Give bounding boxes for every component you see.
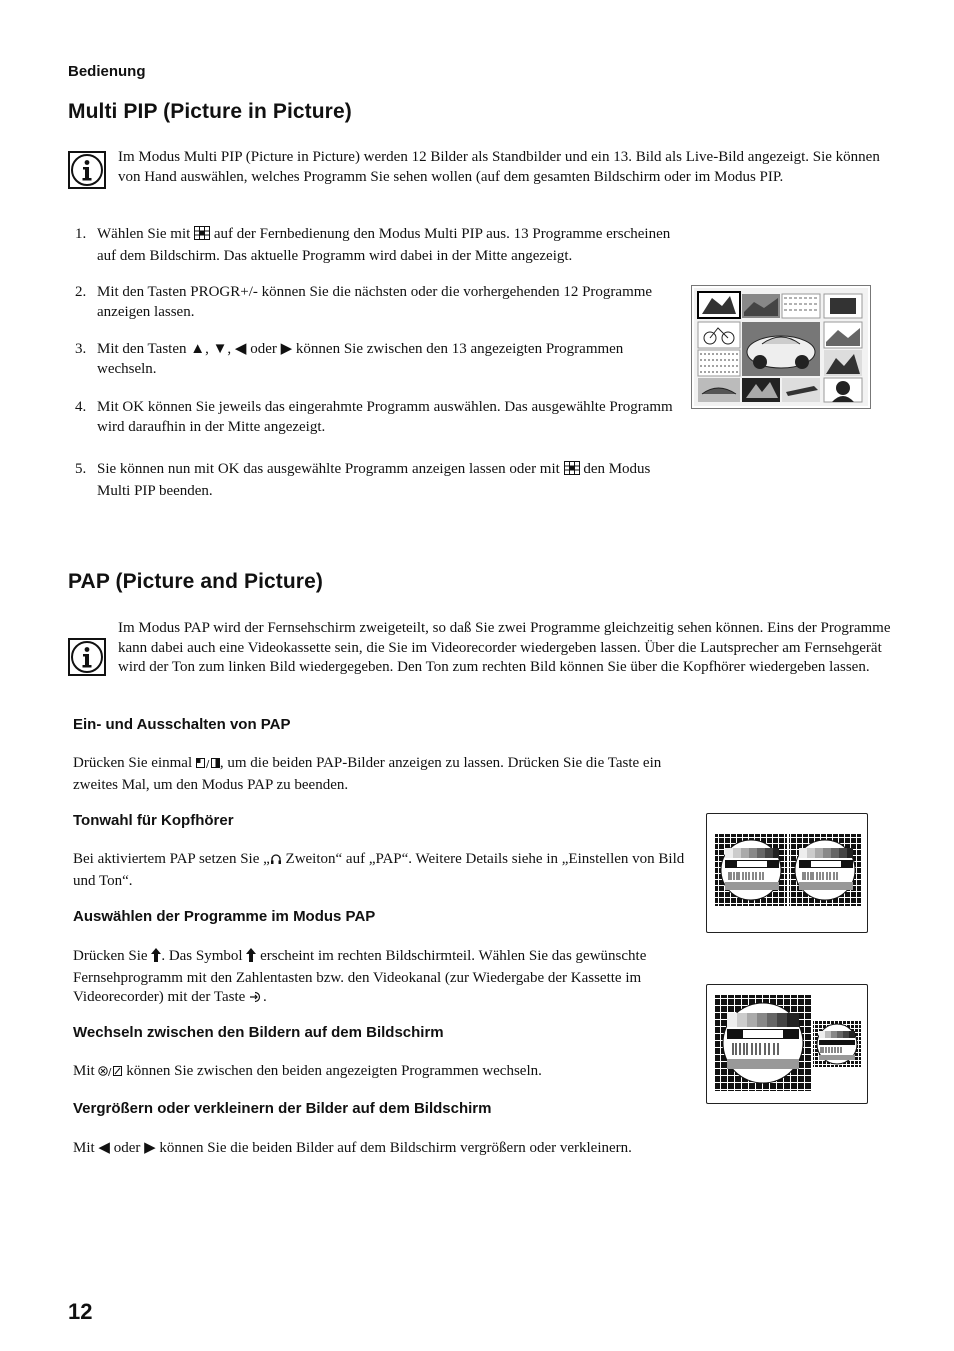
step-2: 2. Mit den Tasten PROGR+/- können Sie die nächsten oder die vorhergehenden 12 Programme anzeigen lassen. xyxy=(75,284,653,320)
step-3: 3. Mit den Tasten ▲, ▼, ◀ oder ▶ können Sie zwischen den 13 angezeigten Programmen wechseln. xyxy=(75,341,624,377)
step-4: 4. Mit OK können Sie jeweils das eingerahmte Programm auswählen. Das ausgewählte Programm wird daraufhin in der Mitte angezeigt. xyxy=(75,399,673,435)
multi-pip-title: Multi PIP (Picture in Picture) xyxy=(68,100,352,123)
info-icon xyxy=(68,638,106,676)
swap-pictures-icon xyxy=(98,1064,122,1084)
section-text-switch: Mit / können Sie zwischen den beiden angezeigten Programmen wechseln. xyxy=(73,1062,688,1084)
svg-text:/: / xyxy=(108,1067,112,1077)
section-text-resize: Mit ◀ oder ▶ können Sie die beiden Bilder auf dem Bildschirm vergrößern oder verkleinern. xyxy=(73,1140,632,1156)
multi-pip-button-icon xyxy=(194,226,210,247)
section-text-headphones: Bei aktiviertem PAP setzen Sie „ Zweiton“ auf „PAP“. Weitere Details siehe in „Einstellen von Bild und Ton“. xyxy=(73,851,685,889)
section-heading-onoff: Ein- und Ausschalten von PAP xyxy=(73,716,291,733)
pap-title: PAP (Picture and Picture) xyxy=(68,570,323,593)
running-head: Bedienung xyxy=(68,63,146,80)
pap-button-icon xyxy=(196,756,220,776)
arrow-up-symbol-icon xyxy=(246,948,256,969)
section-text-select: Drücken Sie . Das Symbol erscheint im rechten Bildschirmteil. Wählen Sie das gewünschte Fernsehprogramm mit den Zahlentasten bzw. den Videokanal (zur Wiedergabe der Kassette im Videorecorder) mit der Taste . xyxy=(73,947,688,1010)
page-number: 12 xyxy=(68,1299,93,1324)
multi-pip-screen-illustration xyxy=(691,285,871,409)
section-text-onoff: Drücken Sie einmal / , um die beiden PAP-Bilder anzeigen zu lassen. Drücken Sie die Taste ein zweites Mal, um den Modus PAP zu beenden. xyxy=(73,755,662,793)
step-5: 5. Sie können nun mit OK das ausgewählte Programm anzeigen lassen oder mit den Modus Multi PIP beenden. xyxy=(75,461,651,499)
section-heading-switch: Wechseln zwischen den Bildern auf dem Bildschirm xyxy=(73,1024,444,1041)
section-heading-headphones: Tonwahl für Kopfhörer xyxy=(73,812,234,829)
section-heading-select: Auswählen der Programme im Modus PAP xyxy=(73,908,376,925)
multi-pip-info-text: Im Modus Multi PIP (Picture in Picture) werden 12 Bilder als Standbilder und ein 13. Bild als Live-Bild angezeigt. Sie können von Hand auswählen, welches Programm Sie sehen wollen (auf dem gesamten Bildschirm oder im Modus PIP. xyxy=(118,149,880,185)
pap-info-text: Im Modus PAP wird der Fernsehschirm zweigeteilt, so daß Sie zwei Programme gleichzeitig sehen können. Eins der Programme kann dabei auch eine Videokassette sein, die Sie im Videorecorder wiedergeben lassen. Über die Lautsprecher am Fernsehgerät wird der Ton zum linken Bild wiedergegeben. Den Ton zum rechten Bild können Sie über die Kopfhörer wiedergeben lassen. xyxy=(118,620,891,675)
pap-unequal-split-illustration xyxy=(706,984,868,1104)
svg-text:/: / xyxy=(205,759,210,769)
step-1: 1. Wählen Sie mit auf der Fernbedienung den Modus Multi PIP aus. 13 Programme erscheinen auf dem Bildschirm. Das aktuelle Programm wird dabei in der Mitte angezeigt. xyxy=(75,226,671,264)
multi-pip-button-icon xyxy=(564,461,580,482)
pap-equal-split-illustration xyxy=(706,813,868,933)
arrow-up-symbol-icon xyxy=(151,948,161,969)
section-heading-resize: Vergrößern oder verkleinern der Bilder auf dem Bildschirm xyxy=(73,1100,492,1117)
input-select-icon xyxy=(249,990,263,1010)
info-icon xyxy=(68,151,106,189)
headphones-icon xyxy=(270,852,282,872)
